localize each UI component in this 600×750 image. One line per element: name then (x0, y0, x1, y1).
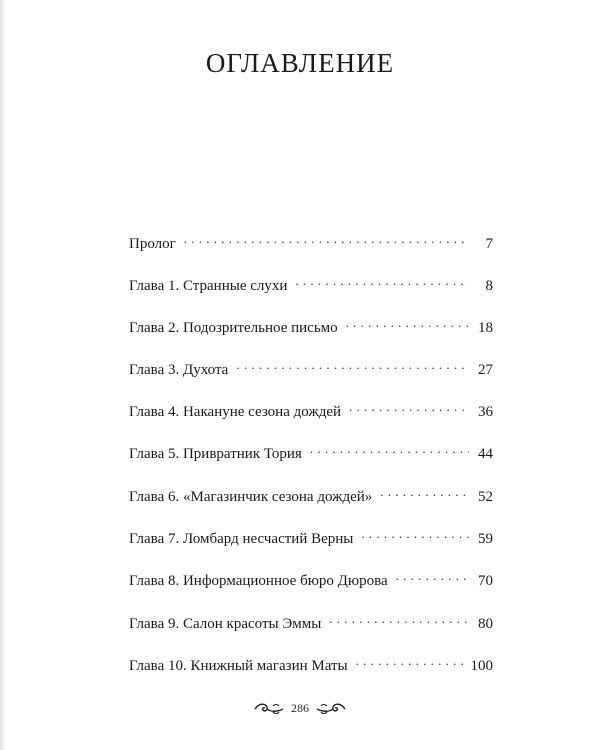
toc-leader-dots (346, 314, 469, 332)
toc-entry-title: Глава 2. Подозрительное письмо (129, 320, 338, 336)
toc-entry-title: Глава 1. Странные слухи (129, 278, 288, 294)
toc-entry-title: Пролог (129, 236, 176, 252)
toc-entry (129, 610, 493, 632)
toc-entry (129, 525, 493, 547)
toc-leader-dots (361, 525, 469, 543)
page-title: ОГЛАВЛЕНИЕ (205, 48, 395, 78)
toc-entry (129, 398, 493, 420)
toc-entry-page: 18 (478, 320, 493, 336)
toc-leader-dots (295, 272, 469, 290)
toc-entry-page: 80 (478, 616, 493, 632)
toc-entry-page: 8 (485, 278, 493, 294)
toc-entry-page: 100 (470, 658, 493, 674)
page-footer (0, 701, 600, 716)
toc-entry-page: 36 (478, 404, 493, 420)
toc-entry (129, 230, 493, 252)
toc-leader-dots (380, 483, 469, 501)
toc-entry (129, 483, 493, 505)
toc-leader-dots (184, 230, 469, 248)
toc-entry-page: 44 (478, 446, 493, 462)
toc-entry-page: 70 (478, 573, 493, 589)
toc-entry-page: 27 (478, 362, 493, 378)
toc-entry-title: Глава 9. Салон красоты Эммы (129, 616, 322, 632)
toc-leader-dots (349, 398, 469, 416)
toc-entry-page: 7 (485, 236, 493, 252)
toc-entry (129, 314, 493, 336)
scroll-ornament-left-icon (253, 702, 285, 716)
toc-entry-title: Глава 7. Ломбард несчастий Верны (129, 531, 354, 547)
toc-leader-dots (356, 652, 465, 670)
toc-entry (129, 356, 493, 378)
toc-entry (129, 567, 493, 589)
toc-leader-dots (310, 440, 469, 458)
toc-entry-page: 52 (478, 489, 493, 505)
toc-entry-title: Глава 6. «Магазинчик сезона дождей» (129, 489, 373, 505)
page-number: 286 (291, 701, 309, 715)
toc-entry-title: Глава 5. Привратник Тория (129, 446, 302, 462)
toc-leader-dots (236, 356, 469, 374)
toc-entry (129, 652, 493, 674)
page-edge-shadow (0, 0, 6, 750)
toc-leader-dots (329, 610, 469, 628)
toc-entry (129, 272, 493, 294)
toc-entry (129, 440, 493, 462)
toc-leader-dots (396, 567, 469, 585)
toc-entry-title: Глава 8. Информационное бюро Дюрова (129, 573, 388, 589)
toc-entry-title: Глава 4. Накануне сезона дождей (129, 404, 342, 420)
scroll-ornament-right-icon (315, 702, 347, 716)
toc-entry-title: Глава 3. Духота (129, 362, 229, 378)
toc-entry-title: Глава 10. Книжный магазин Маты (129, 658, 348, 674)
toc-entry-page: 59 (478, 531, 493, 547)
